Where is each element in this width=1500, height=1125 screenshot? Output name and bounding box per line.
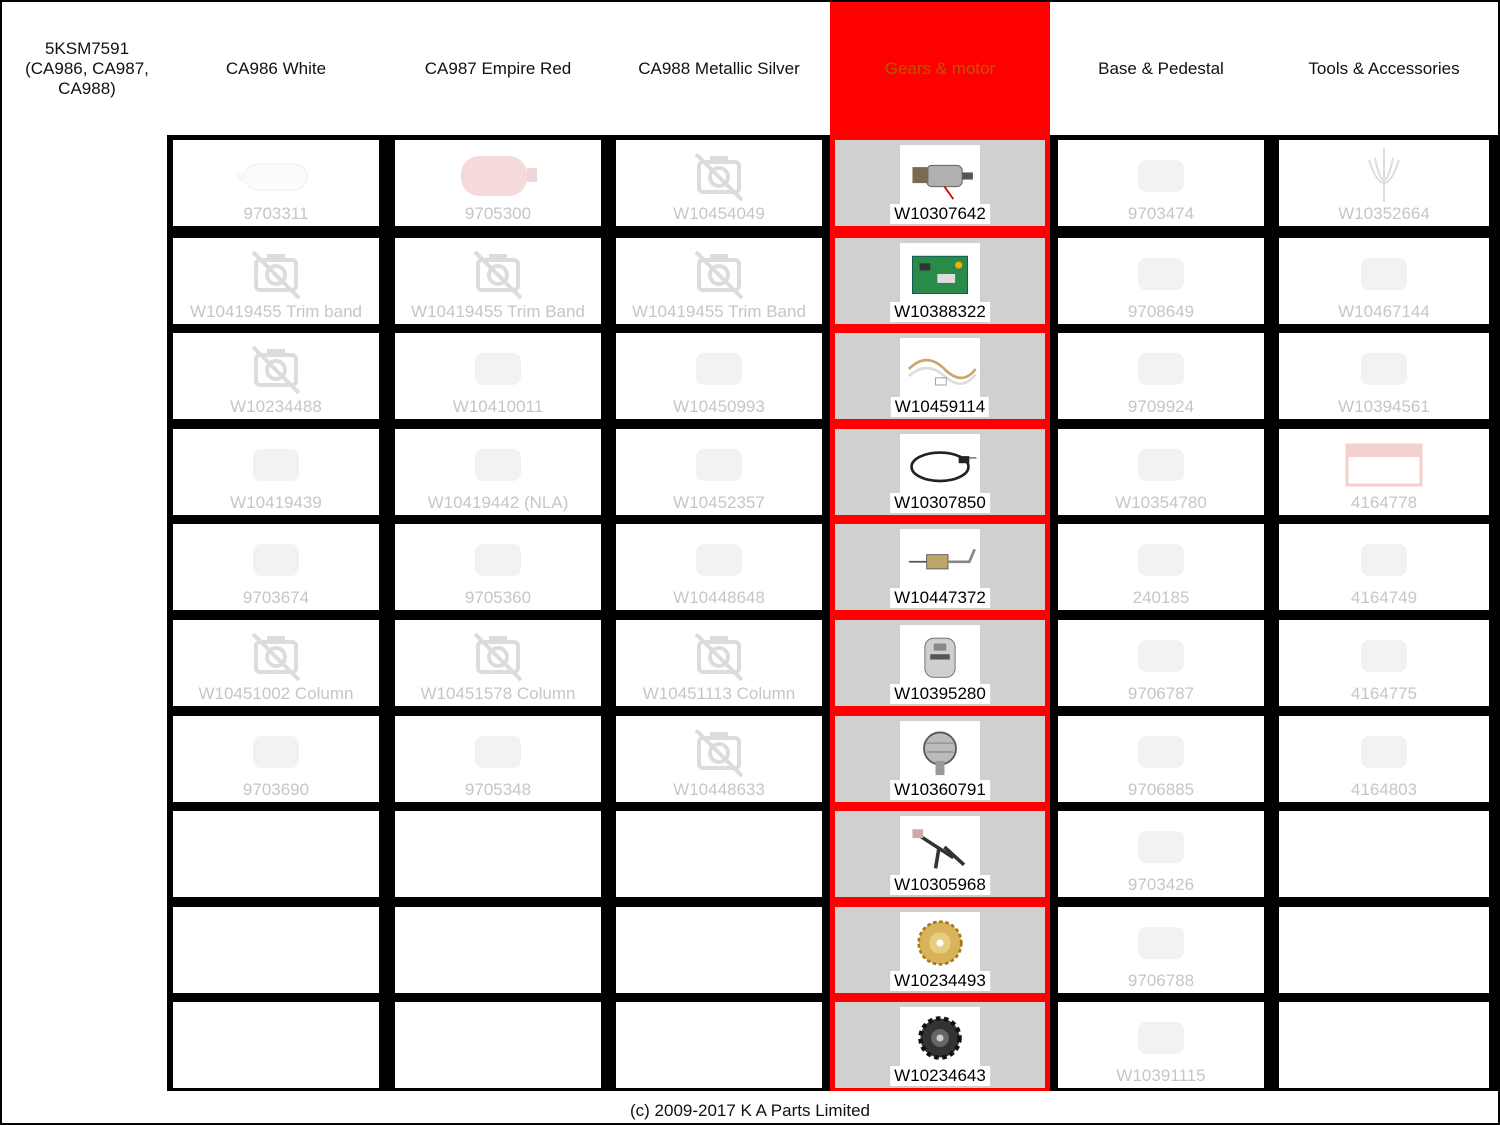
bag-part-icon — [1113, 338, 1209, 400]
cylinder-part-icon — [1113, 1007, 1209, 1069]
part-cell[interactable] — [395, 716, 601, 802]
column-header-2: CA988 Metallic Silver — [638, 58, 800, 78]
part-number-label: 9703674 — [242, 588, 310, 607]
part-cell[interactable] — [835, 333, 1045, 419]
part-number-label: W10410011 — [452, 397, 544, 416]
silver-lever-icon — [671, 434, 767, 496]
part-cell[interactable] — [835, 524, 1045, 610]
silver-bowl-support-icon — [671, 529, 767, 591]
part-cell[interactable] — [616, 429, 822, 515]
bottle-icon — [1113, 529, 1209, 591]
part-number-label: 4164749 — [1350, 588, 1418, 607]
part-number-label: 4164775 — [1350, 684, 1418, 703]
column-header-0: CA986 White — [225, 58, 327, 78]
part-cell[interactable] — [1058, 140, 1264, 226]
no-photo-icon — [671, 625, 767, 687]
part-cell[interactable] — [1058, 620, 1264, 706]
part-cell[interactable] — [1279, 716, 1489, 802]
part-cell[interactable] — [1058, 716, 1264, 802]
part-number-label: W10419455 Trim band — [190, 302, 362, 321]
no-photo-icon — [450, 243, 546, 305]
part-number-label: 9703426 — [1127, 875, 1195, 894]
dough-hook-icon — [1336, 243, 1432, 305]
part-number-label: W10395280 — [890, 684, 990, 704]
model-title: 5KSM7591 (CA986, CA987, CA988) — [25, 39, 149, 98]
part-cell[interactable] — [1279, 524, 1489, 610]
part-number-label: W10448633 — [673, 780, 765, 799]
parts-chart-icon — [228, 721, 324, 783]
part-cell[interactable] — [1058, 524, 1264, 610]
part-cell[interactable] — [173, 333, 379, 419]
column-header-1: CA987 Empire Red — [424, 58, 572, 78]
part-cell[interactable] — [395, 620, 601, 706]
part-number-label: 9706788 — [1127, 971, 1195, 990]
column-header-4: Base & Pedestal — [1098, 58, 1224, 78]
part-cell[interactable] — [1058, 429, 1264, 515]
part-number-label: W10394561 — [1338, 397, 1430, 416]
red-bowl-support-icon — [450, 529, 546, 591]
part-cell[interactable] — [616, 524, 822, 610]
part-number-label: W10454049 — [673, 204, 765, 223]
part-cell[interactable] — [1058, 333, 1264, 419]
speed-control-icon — [900, 625, 980, 687]
part-cell[interactable] — [395, 333, 601, 419]
part-cell[interactable] — [835, 907, 1045, 993]
red-base-icon — [450, 721, 546, 783]
motor-icon — [900, 145, 980, 207]
no-photo-icon — [228, 625, 324, 687]
part-cell[interactable] — [835, 1002, 1045, 1088]
part-cell[interactable] — [835, 238, 1045, 324]
switch-assembly-icon — [900, 529, 980, 591]
part-number-label: 9708649 — [1127, 302, 1195, 321]
part-cell[interactable] — [173, 716, 379, 802]
empty-cell — [395, 907, 601, 993]
part-number-label: W10419455 Trim Band — [632, 302, 806, 321]
part-cell[interactable] — [835, 429, 1045, 515]
empty-cell — [1279, 1002, 1489, 1088]
part-number-label: 9706787 — [1127, 684, 1195, 703]
part-number-label: W10234643 — [890, 1066, 990, 1086]
part-number-label: W10307642 — [890, 204, 990, 224]
part-cell[interactable] — [835, 811, 1045, 897]
bent-rod-icon — [1113, 625, 1209, 687]
empty-cell — [395, 811, 601, 897]
no-photo-icon — [450, 625, 546, 687]
part-number-label: 9706885 — [1127, 780, 1195, 799]
part-cell[interactable] — [835, 716, 1045, 802]
part-cell[interactable] — [1058, 238, 1264, 324]
part-number-label: W10234488 — [230, 397, 322, 416]
empty-cell — [616, 1002, 822, 1088]
part-number-label: W10419439 — [230, 493, 322, 512]
part-number-label: W10451113 Column — [642, 684, 796, 703]
part-number-label: W10352664 — [1338, 204, 1430, 223]
part-number-label: W10360791 — [890, 780, 990, 800]
part-cell[interactable] — [1058, 811, 1264, 897]
brush-holder-icon — [900, 816, 980, 878]
part-number-label: W10459114 — [891, 397, 989, 417]
part-number-label: W10307850 — [890, 493, 990, 513]
part-number-label: W10305968 — [890, 875, 990, 895]
power-cord-icon — [900, 434, 980, 496]
part-cell[interactable] — [395, 140, 601, 226]
no-photo-icon — [228, 243, 324, 305]
part-number-label: 9703690 — [242, 780, 310, 799]
parts-grid — [167, 135, 1500, 1091]
part-number-label: 9705348 — [464, 780, 532, 799]
empty-cell — [395, 1002, 601, 1088]
part-number-label: W10419455 Trim Band — [411, 302, 585, 321]
sausage-stuffer-icon — [1336, 721, 1432, 783]
part-number-label: 9705300 — [464, 204, 532, 223]
bracket-part-icon — [1113, 145, 1209, 207]
kitchenaid-box-icon — [1336, 434, 1432, 496]
no-photo-icon — [228, 338, 324, 400]
part-cell[interactable] — [173, 238, 379, 324]
part-cell[interactable] — [616, 140, 822, 226]
knob-part-icon — [1113, 243, 1209, 305]
part-cell[interactable] — [395, 524, 601, 610]
part-number-label: 240185 — [1132, 588, 1190, 607]
part-cell[interactable] — [395, 429, 601, 515]
part-cell[interactable] — [1279, 429, 1489, 515]
part-cell[interactable] — [173, 429, 379, 515]
part-cell[interactable] — [616, 333, 822, 419]
gear-assembly-icon — [1113, 816, 1209, 878]
part-number-label: W10467144 — [1338, 302, 1430, 321]
grinder-attachment-icon — [1336, 625, 1432, 687]
red-lever-icon — [450, 434, 546, 496]
part-number-label: 9705360 — [464, 588, 532, 607]
silver-speed-plate-icon — [671, 338, 767, 400]
part-number-label: 4164778 — [1350, 493, 1418, 512]
red-cover-part-icon — [450, 145, 546, 207]
part-number-label: W10354780 — [1115, 493, 1207, 512]
empty-cell — [1279, 811, 1489, 897]
copyright-footer: (c) 2009-2017 K A Parts Limited — [629, 1101, 871, 1120]
part-number-label: 9703474 — [1127, 204, 1195, 223]
empty-cell — [173, 811, 379, 897]
thumb-screw-icon — [900, 721, 980, 783]
part-number-label: W10452357 — [673, 493, 765, 512]
wire-harness-icon — [900, 338, 980, 400]
part-cell[interactable] — [616, 716, 822, 802]
part-number-label: W10388322 — [890, 302, 990, 322]
part-number-label: W10451002 Column — [198, 684, 354, 703]
part-number-label: W10447372 — [890, 588, 990, 608]
part-cell[interactable] — [395, 238, 601, 324]
latch-part-icon — [1113, 721, 1209, 783]
part-cell[interactable] — [1279, 238, 1489, 324]
part-number-label: W10419442 (NLA) — [427, 493, 569, 512]
part-cell[interactable] — [835, 140, 1045, 226]
no-photo-icon — [671, 243, 767, 305]
flat-beater-icon — [1336, 338, 1432, 400]
gear-icon — [900, 1007, 980, 1069]
part-number-label: W10234493 — [890, 971, 990, 991]
part-cell[interactable] — [1058, 1002, 1264, 1088]
part-number-label: W10451578 Column — [420, 684, 576, 703]
part-cell[interactable] — [616, 620, 822, 706]
worm-gear-icon — [900, 912, 980, 974]
circuit-board-icon — [900, 243, 980, 305]
part-cell[interactable] — [173, 140, 379, 226]
column-header-3: Gears & motor — [830, 2, 1050, 135]
empty-cell — [1279, 907, 1489, 993]
part-cell[interactable] — [173, 524, 379, 610]
part-cell[interactable] — [173, 620, 379, 706]
white-lever-icon — [228, 434, 324, 496]
empty-cell — [616, 907, 822, 993]
red-speed-plate-icon — [450, 338, 546, 400]
empty-cell — [173, 1002, 379, 1088]
part-number-label: 9703311 — [243, 204, 309, 223]
part-cell[interactable] — [1279, 140, 1489, 226]
part-cell[interactable] — [616, 238, 822, 324]
part-number-label: W10391115 — [1116, 1066, 1206, 1085]
no-photo-icon — [671, 145, 767, 207]
white-bowl-support-icon — [228, 529, 324, 591]
whisk-icon — [1336, 145, 1432, 207]
part-number-label: W10450993 — [673, 397, 765, 416]
column-header-5: Tools & Accessories — [1308, 58, 1460, 78]
bent-rod-icon — [1113, 912, 1209, 974]
part-number-label: 9709924 — [1127, 397, 1195, 416]
part-cell[interactable] — [1058, 907, 1264, 993]
no-photo-icon — [671, 721, 767, 783]
grinder-parts-icon — [1336, 529, 1432, 591]
part-cell[interactable] — [1279, 333, 1489, 419]
part-cell[interactable] — [1279, 620, 1489, 706]
white-tube-part-icon — [228, 145, 324, 207]
part-cell[interactable] — [835, 620, 1045, 706]
empty-cell — [173, 907, 379, 993]
part-number-label: 4164803 — [1350, 780, 1418, 799]
empty-cell — [616, 811, 822, 897]
part-number-label: W10448648 — [673, 588, 765, 607]
bowl-icon — [1113, 434, 1209, 496]
